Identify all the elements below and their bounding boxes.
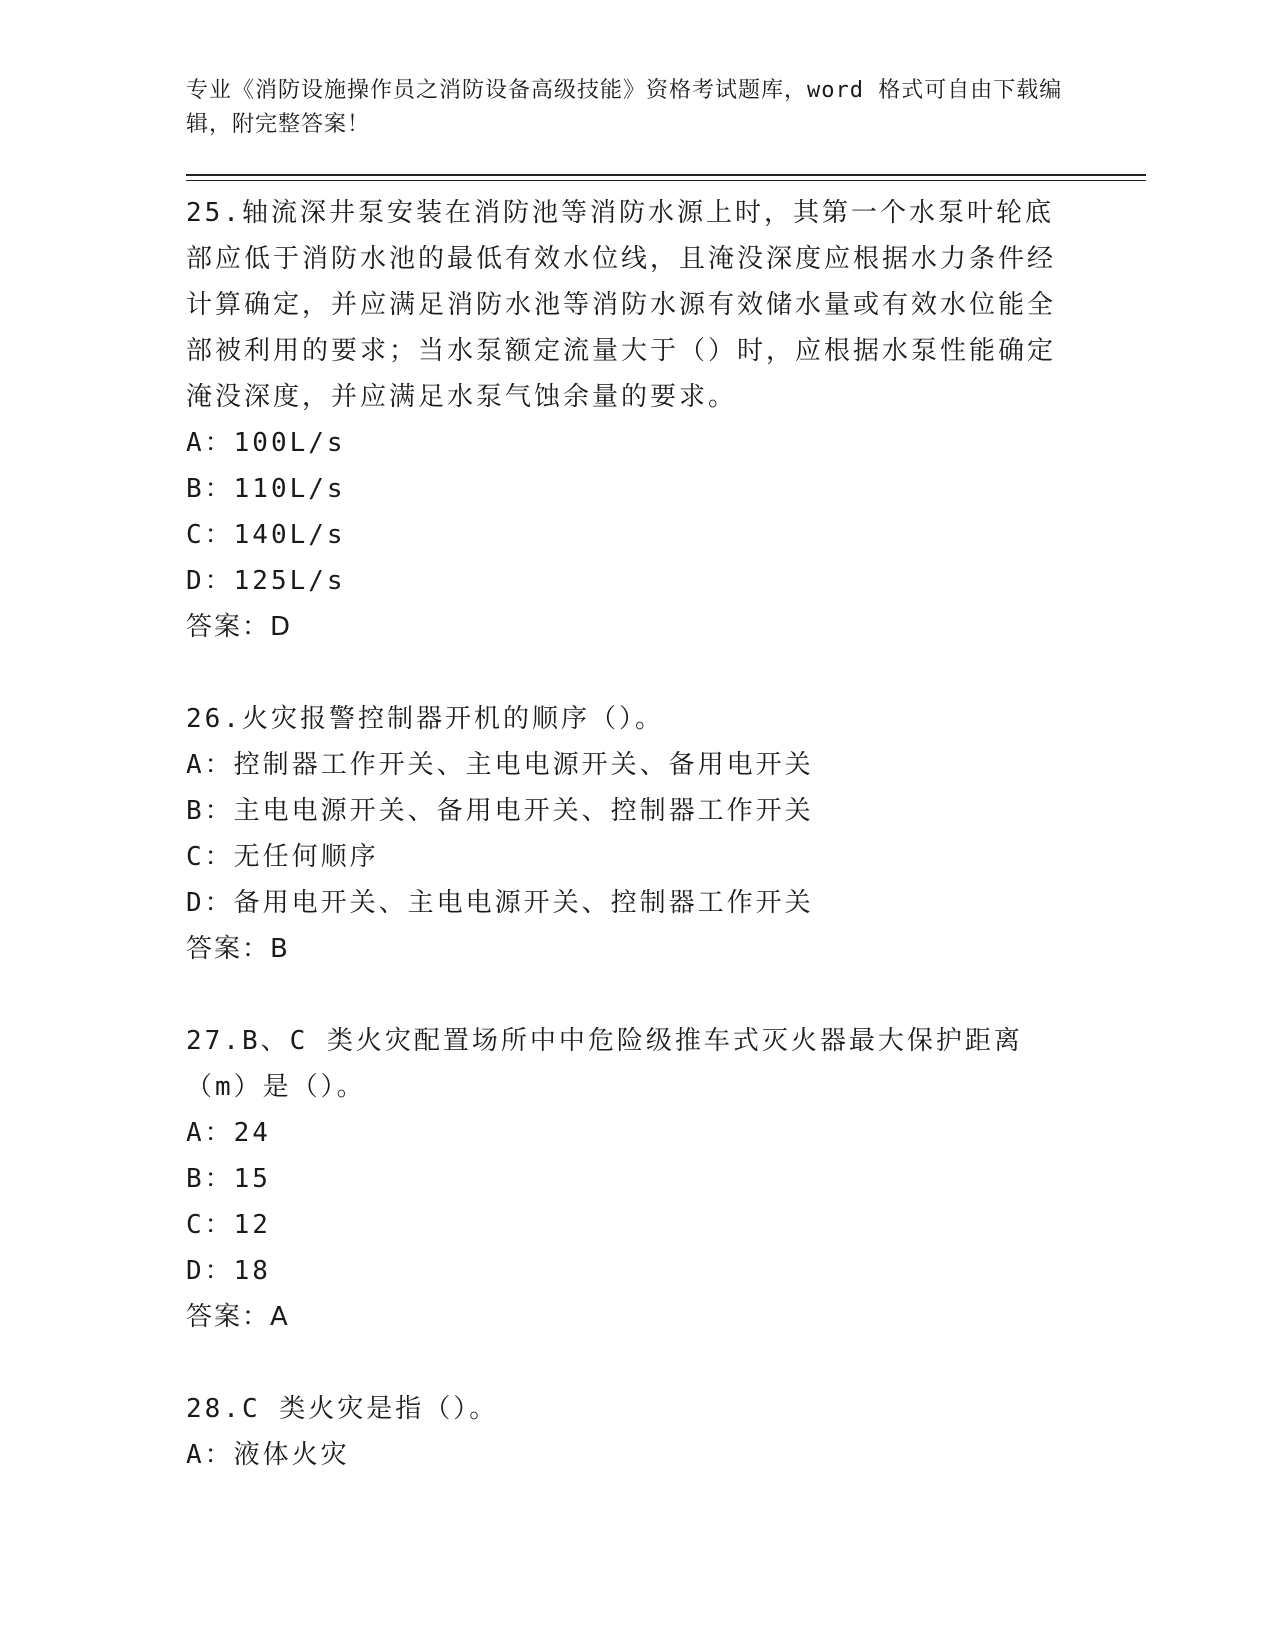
option-a: A：100L/s xyxy=(186,428,346,458)
header-divider-thin xyxy=(186,180,1146,181)
option-a: A：液体火灾 xyxy=(186,1440,350,1470)
question-27 xyxy=(186,1018,1066,1340)
question-list xyxy=(186,190,1066,1478)
answer-line: 答案：A xyxy=(186,1302,290,1332)
option-c: C：140L/s xyxy=(186,520,346,550)
option-a: A：控制器工作开关、主电电源开关、备用电开关 xyxy=(186,750,814,780)
question-spacer xyxy=(186,972,1066,1018)
answer-line: 答案：B xyxy=(186,934,290,964)
question-spacer xyxy=(186,650,1066,696)
option-d: D：备用电开关、主电电源开关、控制器工作开关 xyxy=(186,888,814,918)
header-divider-thick xyxy=(186,174,1146,176)
option-b: B：主电电源开关、备用电开关、控制器工作开关 xyxy=(186,796,814,826)
option-c: C：无任何顺序 xyxy=(186,842,379,872)
question-stem: 26.火灾报警控制器开机的顺序（）。 xyxy=(186,704,664,734)
question-28 xyxy=(186,1386,1066,1478)
option-b: B：15 xyxy=(186,1164,271,1194)
question-stem: 28.C 类火灾是指（）。 xyxy=(186,1394,499,1424)
question-stem: 25.轴流深井泵安装在消防池等消防水源上时，其第一个水泵叶轮底部应低于消防水池的最低有效水位线，且淹没深度应根据水力条件经计算确定，并应满足消防水池等消防水源有效储水量或有效水位能全部被利用的要求；当水泵额定流量大于（）时，应根据水泵性能确定淹没深度，并应满足水泵气蚀余量的要求。 xyxy=(186,198,1057,412)
document-header: 专业《消防设施操作员之消防设备高级技能》资格考试题库，word 格式可自由下载编辑，附完整答案！ xyxy=(186,78,1063,137)
answer-line: 答案：D xyxy=(186,612,293,642)
question-spacer xyxy=(186,1340,1066,1386)
question-25 xyxy=(186,190,1066,650)
question-26 xyxy=(186,696,1066,972)
question-stem: 27.B、C 类火灾配置场所中中危险级推车式灭火器最大保护距离（m）是（）。 xyxy=(186,1026,1023,1102)
option-b: B：110L/s xyxy=(186,474,346,504)
option-a: A：24 xyxy=(186,1118,271,1148)
option-d: D：125L/s xyxy=(186,566,346,596)
option-c: C：12 xyxy=(186,1210,271,1240)
option-d: D：18 xyxy=(186,1256,271,1286)
